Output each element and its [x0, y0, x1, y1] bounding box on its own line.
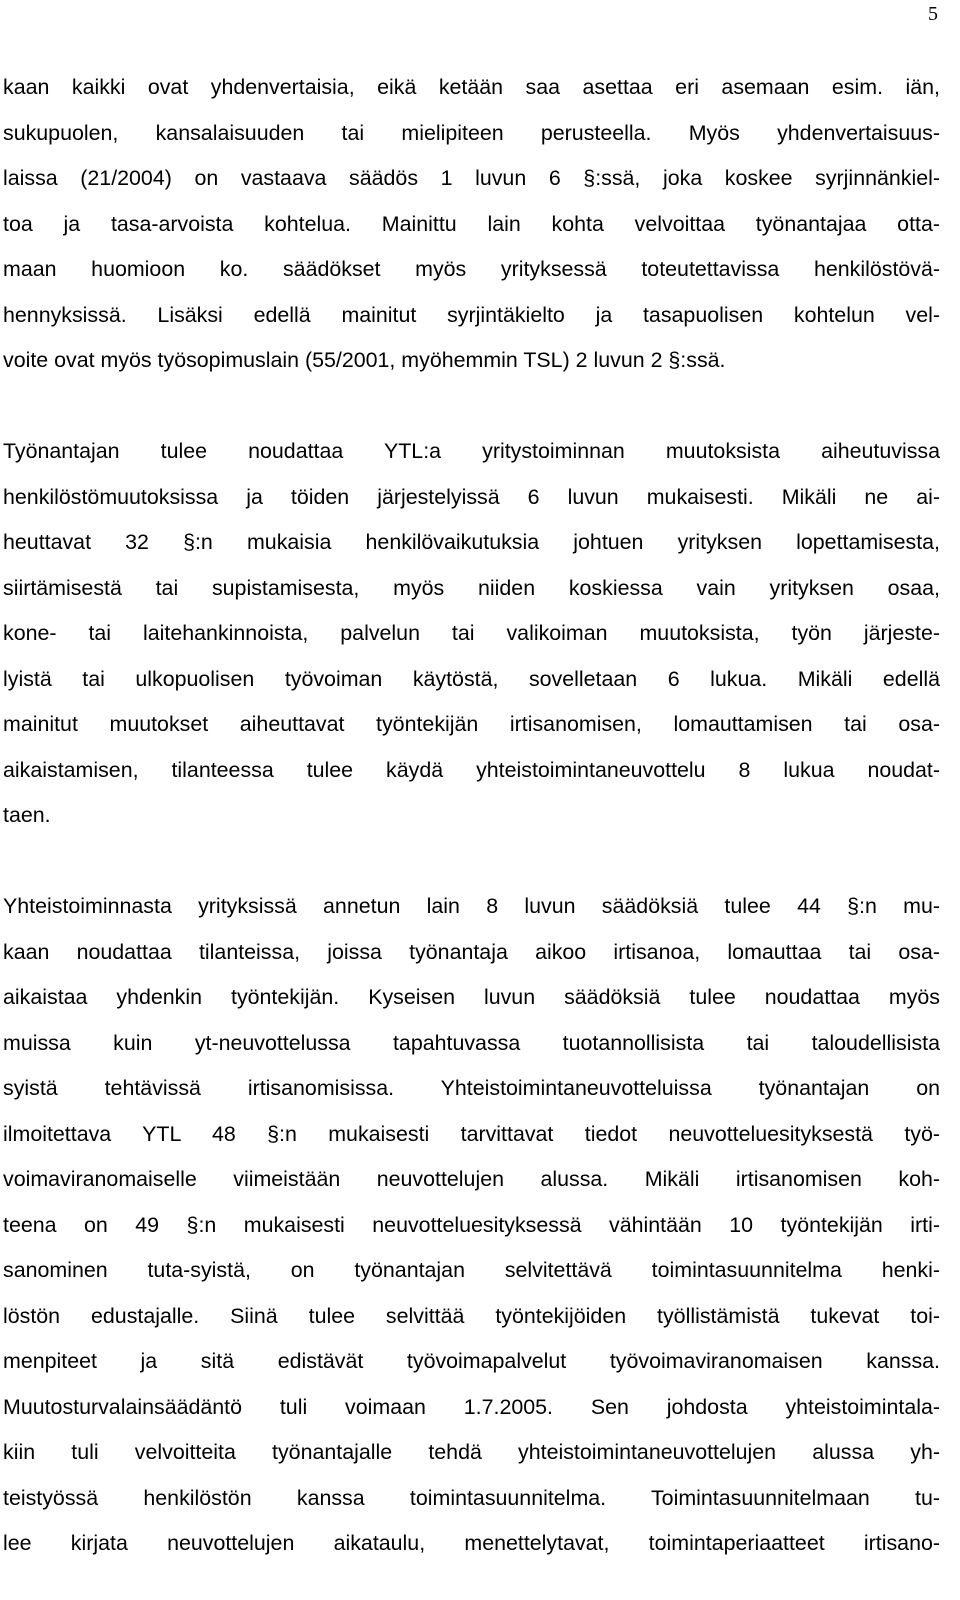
text-line: Muutosturvalainsäädäntö tuli voimaan 1.7.2005. Sen johdosta yhteistoimintala- [3, 1394, 940, 1419]
text-line: voite ovat myös työsopimuslain (55/2001, myöhemmin TSL) 2 luvun 2 §:ssä. [3, 348, 726, 372]
text-line: mainitut muutokset aiheuttavat työntekijän irtisanomisen, lomauttamisen tai osa- [3, 712, 940, 736]
text-line: henkilöstömuutoksissa ja töiden järjestelyissä 6 luvun mukaisesti. Mikäli ne ai- [3, 484, 940, 509]
text-line: taen. [3, 803, 51, 827]
text-line: heuttavat 32 §:n mukaisia henkilövaikutuksia johtuen yrityksen lopettamisesta, [3, 530, 940, 554]
text-line: syistä tehtävissä irtisanomisissa. Yhteistoimintaneuvotteluissa työnantajan on [3, 1076, 940, 1100]
text-line: löstön edustajalle. Siinä tulee selvittää työntekijöiden työllistämistä tukevat toi- [3, 1303, 940, 1328]
text-line: toa ja tasa-arvoista kohtelua. Mainittu lain kohta velvoittaa työnantajaa otta- [3, 211, 940, 236]
text-line: hennyksissä. Lisäksi edellä mainitut syrjintäkielto ja tasapuolisen kohtelun vel- [3, 302, 940, 327]
text-line: ilmoitettava YTL 48 §:n mukaisesti tarvittavat tiedot neuvotteluesityksestä työ- [3, 1121, 940, 1146]
text-line: voimaviranomaiselle viimeistään neuvottelujen alussa. Mikäli irtisanomisen koh- [3, 1167, 940, 1191]
text-line: menpiteet ja sitä edistävät työvoimapalvelut työvoimaviranomaisen kanssa. [3, 1349, 940, 1373]
text-line: maan huomioon ko. säädökset myös yrityksessä toteutettavissa henkilöstövä- [3, 257, 940, 281]
text-line: lyistä tai ulkopuolisen työvoiman käytöstä, sovelletaan 6 lukua. Mikäli edellä [3, 666, 940, 691]
text-line: siirtämisestä tai supistamisesta, myös niiden koskiessa vain yrityksen osaa, [3, 575, 940, 600]
text-line: Yhteistoiminnasta yrityksissä annetun lain 8 luvun säädöksiä tulee 44 §:n mu- [3, 894, 940, 918]
text-line: teistyössä henkilöstön kanssa toimintasuunnitelma. Toimintasuunnitelmaan tu- [3, 1485, 940, 1510]
text-line: kaan noudattaa tilanteissa, joissa työnantaja aikoo irtisanoa, lomauttaa tai osa- [3, 939, 940, 964]
text-line: lee kirjata neuvottelujen aikataulu, menettelytavat, toimintaperiaatteet irtisano- [3, 1531, 940, 1555]
text-line: kone- tai laitehankinnoista, palvelun tai valikoiman muutoksista, työn järjeste- [3, 621, 940, 645]
text-line: laissa (21/2004) on vastaava säädös 1 luvun 6 §:ssä, joka koskee syrjinnänkiel- [3, 166, 940, 190]
text-line: muissa kuin yt-neuvottelussa tapahtuvassa tuotannollisista tai taloudellisista [3, 1030, 940, 1055]
text-line: sukupuolen, kansalaisuuden tai mielipiteen perusteella. Myös yhdenvertaisuus- [3, 120, 940, 145]
page-number: 5 [928, 3, 938, 25]
text-line: aikaistaa yhdenkin työntekijän. Kyseisen luvun säädöksiä tulee noudattaa myös [3, 985, 940, 1009]
text-line: kiin tuli velvoitteita työnantajalle tehdä yhteistoimintaneuvottelujen alussa yh- [3, 1440, 940, 1464]
text-line: sanominen tuta-syistä, on työnantajan selvitettävä toimintasuunnitelma henki- [3, 1258, 940, 1282]
text-line: aikaistamisen, tilanteessa tulee käydä yhteistoimintaneuvottelu 8 lukua noudat- [3, 757, 940, 782]
text-line: teena on 49 §:n mukaisesti neuvotteluesityksessä vähintään 10 työntekijän irti- [3, 1212, 940, 1237]
text-line: Työnantajan tulee noudattaa YTL:a yritystoiminnan muutoksista aiheutuvissa [3, 439, 940, 463]
text-line: kaan kaikki ovat yhdenvertaisia, eikä ketään saa asettaa eri asemaan esim. iän, [3, 75, 940, 99]
